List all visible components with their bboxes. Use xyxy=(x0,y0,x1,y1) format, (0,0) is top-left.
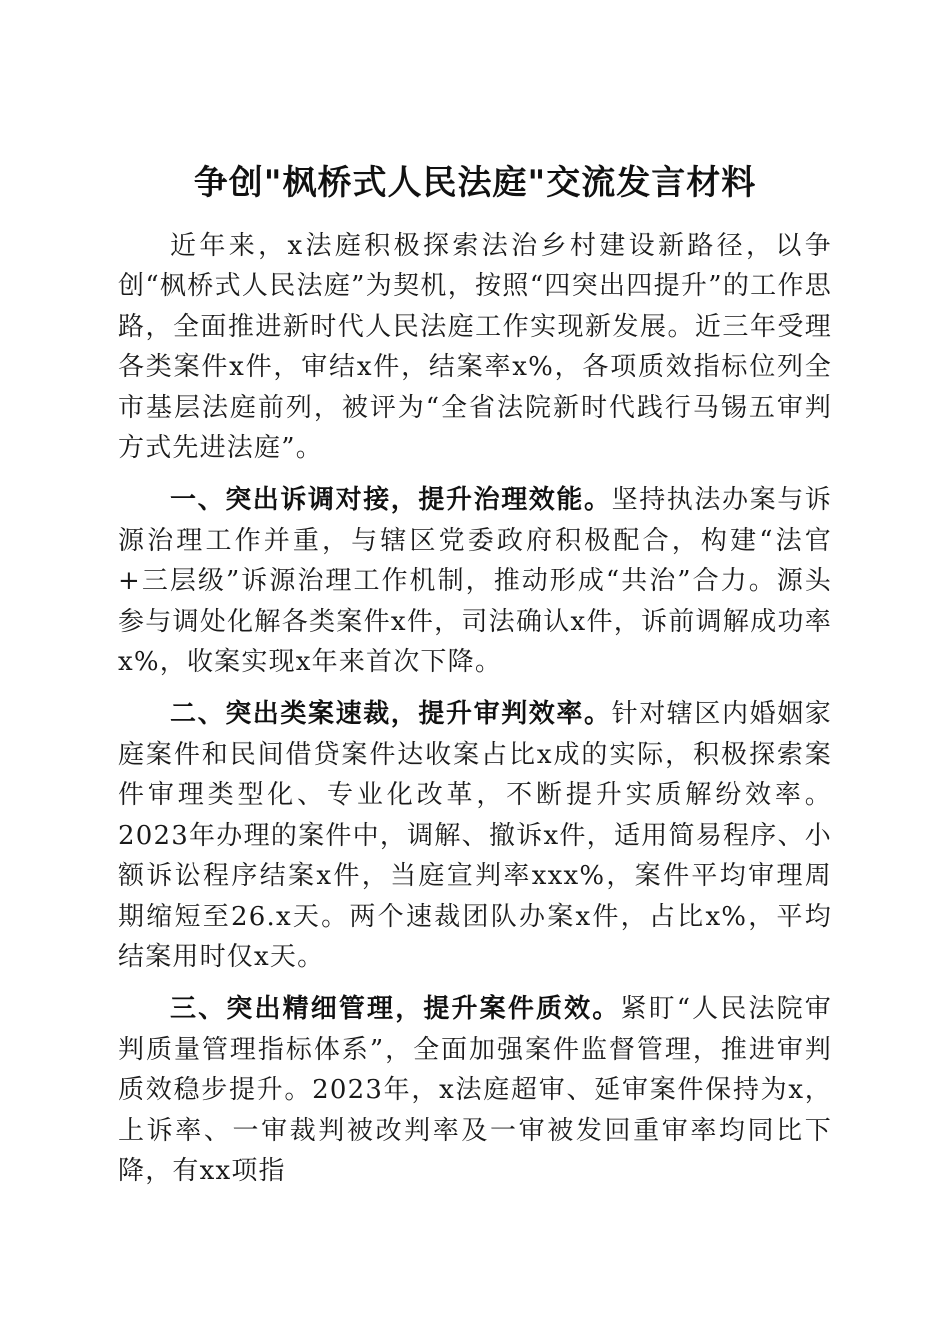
paragraph-text: 紧盯“人民法院审判质量管理指标体系”，全面加强案件监督管理，推进审判质效稳步提升。2023年，x法庭超审、延审案件保持为x，上诉率、一审裁判被改判率及一审被发回重审率均同比下降，有xx项指 xyxy=(118,994,832,1186)
document-title: 争创"枫桥式人民法庭"交流发言材料 xyxy=(193,162,757,203)
paragraph-section-2 xyxy=(118,694,832,977)
paragraph-text: 近年来，x法庭积极探索法治乡村建设新路径，以争创“枫桥式人民法庭”为契机，按照“四突出四提升”的工作思路，全面推进新时代人民法庭工作实现新发展。近三年受理各类案件x件，审结x件，结案率x%，各项质效指标位列全市基层法庭前列，被评为“全省法院新时代践行马锡五审判方式先进法庭”。 xyxy=(118,231,832,464)
paragraph-section-1 xyxy=(118,480,832,682)
paragraph-text: 坚持执法办案与诉源治理工作并重，与辖区党委政府积极配合，构建“法官+三层级”诉源治理工作机制，推动形成“共治”合力。源头参与调处化解各类案件x件，司法确认x件，诉前调解成功率x%，收案实现x年来首次下降。 xyxy=(118,485,832,678)
paragraph-lead: 一、突出诉调对接，提升治理效能。 xyxy=(170,485,612,516)
paragraph-lead: 三、突出精细管理，提升案件质效。 xyxy=(170,994,621,1025)
paragraph-section-3 xyxy=(118,989,832,1191)
paragraph-intro xyxy=(118,226,832,468)
paragraph-lead: 二、突出类案速裁，提升审判效率。 xyxy=(170,699,612,730)
paragraph-text: 针对辖区内婚姻家庭案件和民间借贷案件达收案占比x成的实际，积极探索案件审理类型化、专业化改革，不断提升实质解纷效率。2023年办理的案件中，调解、撤诉x件，适用简易程序、小额诉讼程序结案x件，当庭宣判率xxx%，案件平均审理周期缩短至26.x天。两个速裁团队办案x件，占比x%，平均结案用时仅x天。 xyxy=(118,699,832,972)
document-body xyxy=(118,226,832,1203)
